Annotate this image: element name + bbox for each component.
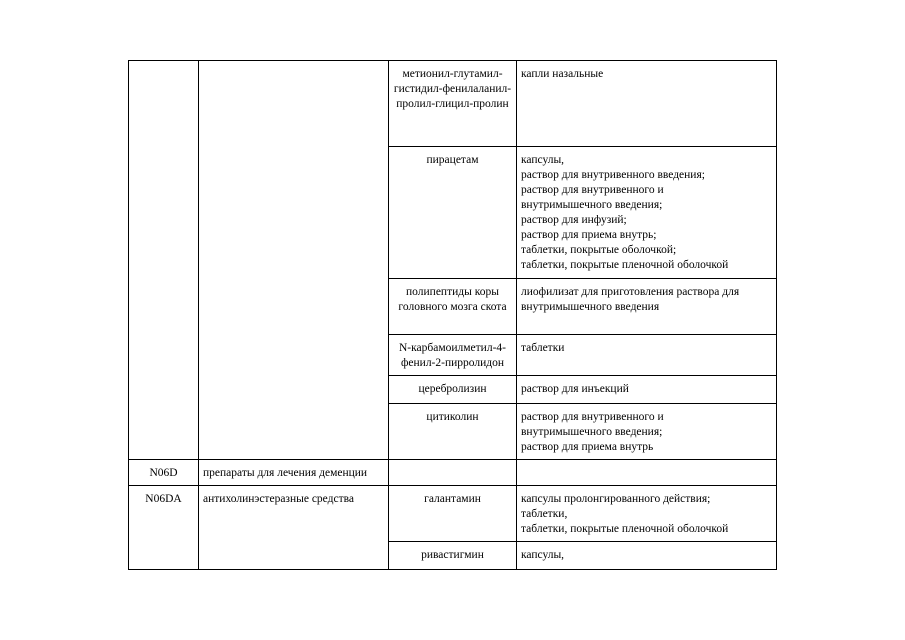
drug-name-cell: метионил-глутамил-гистидил-фенилаланил-пролил-глицил-пролин bbox=[389, 61, 517, 147]
group-name-cell: антихолинэстеразные средства bbox=[199, 486, 389, 570]
dosage-form-line: таблетки, bbox=[521, 508, 568, 520]
dosage-form-cell bbox=[517, 61, 777, 147]
dosage-form-line: капсулы, bbox=[521, 154, 565, 166]
dosage-form-line: лиофилизат для приготовления раствора для bbox=[521, 286, 740, 298]
drug-list-table bbox=[128, 60, 777, 570]
dosage-form-line: раствор для инфузий; bbox=[521, 214, 627, 226]
dosage-form-line: раствор для приема внутрь; bbox=[521, 229, 657, 241]
drug-name-cell: цитиколин bbox=[389, 404, 517, 460]
dosage-form-cell bbox=[517, 404, 777, 460]
group-name-cell: препараты для лечения деменции bbox=[199, 460, 389, 486]
dosage-form-line: таблетки, покрытые пленочной оболочкой bbox=[521, 259, 729, 271]
table-row bbox=[129, 460, 777, 486]
dosage-form-line: капли назальные bbox=[521, 68, 604, 80]
dosage-form-line: капсулы, bbox=[521, 549, 565, 561]
dosage-form-cell bbox=[517, 460, 777, 486]
dosage-form-line: раствор для внутривенного и bbox=[521, 184, 664, 196]
dosage-form-line: раствор для приема внутрь bbox=[521, 441, 654, 453]
dosage-form-line: внутримышечного введения; bbox=[521, 199, 663, 211]
dosage-form-line: таблетки, покрытые оболочкой; bbox=[521, 244, 677, 256]
dosage-form-cell bbox=[517, 486, 777, 542]
dosage-form-cell bbox=[517, 542, 777, 570]
dosage-form-line: раствор для внутривенного и bbox=[521, 411, 664, 423]
dosage-form-line: раствор для инъекций bbox=[521, 383, 629, 395]
drug-name-cell: N-карбамоилметил-4-фенил-2-пирролидон bbox=[389, 335, 517, 376]
dosage-form-line: капсулы пролонгированного действия; bbox=[521, 493, 711, 505]
dosage-form-line: раствор для внутривенного введения; bbox=[521, 169, 705, 181]
dosage-form-cell bbox=[517, 335, 777, 376]
dosage-form-line: таблетки, покрытые пленочной оболочкой bbox=[521, 523, 729, 535]
dosage-form-line: внутримышечного введения; bbox=[521, 426, 663, 438]
drug-name-cell: ривастигмин bbox=[389, 542, 517, 570]
atc-code-cell bbox=[129, 61, 199, 460]
dosage-form-line: таблетки bbox=[521, 342, 565, 354]
dosage-form-cell bbox=[517, 279, 777, 335]
dosage-form-line: внутримышечного введения bbox=[521, 301, 660, 313]
table-row bbox=[129, 61, 777, 147]
dosage-form-cell bbox=[517, 376, 777, 404]
table-row bbox=[129, 486, 777, 542]
dosage-form-cell bbox=[517, 147, 777, 279]
drug-name-cell bbox=[389, 460, 517, 486]
drug-name-cell: церебролизин bbox=[389, 376, 517, 404]
atc-code-cell: N06DA bbox=[129, 486, 199, 570]
drug-name-cell: пирацетам bbox=[389, 147, 517, 279]
group-name-cell bbox=[199, 61, 389, 460]
atc-code-cell: N06D bbox=[129, 460, 199, 486]
drug-name-cell: полипептиды коры головного мозга скота bbox=[389, 279, 517, 335]
drug-name-cell: галантамин bbox=[389, 486, 517, 542]
